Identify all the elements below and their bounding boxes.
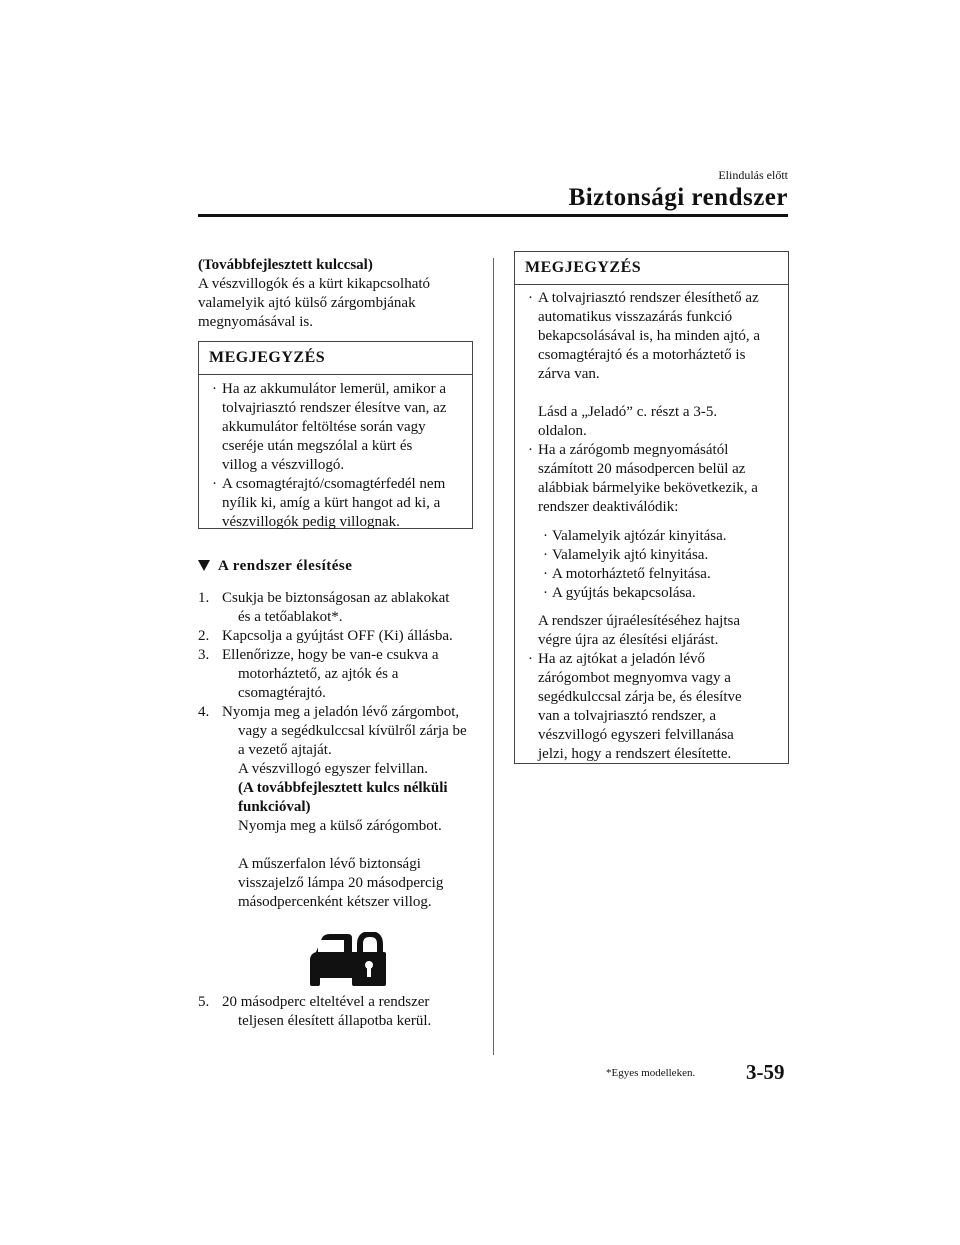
note-line: A rendszer újraélesítéséhez hajtsa (538, 613, 740, 629)
step-line: Csukja be biztonságosan az ablakokat (222, 590, 450, 606)
subsection-title: A rendszer élesítése (218, 558, 353, 574)
bullet-dot: · (528, 651, 533, 667)
note-line: A tolvajriasztó rendszer élesíthető az (538, 290, 759, 306)
step-line: másodpercenként kétszer villog. (238, 894, 432, 910)
note-line: villog a vészvillogó. (222, 457, 345, 473)
running-header-title: Biztonsági rendszer (568, 184, 788, 211)
bullet-dot: · (212, 381, 217, 397)
footnote: *Egyes modelleken. (606, 1067, 696, 1079)
note-title: MEGJEGYZÉS (199, 342, 472, 375)
step-line: 20 másodperc elteltével a rendszer (222, 994, 430, 1010)
step-line: visszajelző lámpa 20 másodpercig (238, 875, 444, 891)
triangle-marker-icon (198, 560, 210, 571)
intro-line: A vészvillogók és a kürt kikapcsolható (198, 276, 431, 292)
note-line: Ha az akkumulátor lemerül, amikor a (222, 381, 447, 397)
step-number: 2. (198, 628, 210, 644)
bullet-dot: · (543, 528, 548, 544)
sub-item: A motorháztető felnyitása. (552, 566, 711, 582)
step-line: Kapcsolja a gyújtást OFF (Ki) állásba. (222, 628, 453, 644)
step-line: és a tetőablakot*. (238, 609, 343, 625)
page-number: 3-59 (746, 1060, 785, 1084)
header-rule (198, 214, 788, 217)
step-number: 1. (198, 590, 210, 606)
note-line: jelzi, hogy a rendszert élesítette. (538, 746, 732, 762)
note-line: nyílik ki, amíg a kürt hangot ad ki, a (222, 495, 441, 511)
note-line: zárva van. (538, 366, 600, 382)
bullet-dot: · (543, 566, 548, 582)
step-line: A műszerfalon lévő biztonsági (238, 856, 421, 872)
note-line: van a tolvajriasztó rendszer, a (538, 708, 717, 724)
step-line: a vezető ajtaját. (238, 742, 332, 758)
step-line: teljesen élesített állapotba kerül. (238, 1013, 432, 1029)
step-bold-line: (A továbbfejlesztett kulcs nélküli (238, 780, 448, 796)
step-bold-line: funkcióval) (238, 799, 311, 815)
sub-item: A gyújtás bekapcsolása. (552, 585, 696, 601)
subsection-heading (198, 558, 352, 575)
step-number: 3. (198, 647, 210, 663)
step-number: 5. (198, 994, 210, 1010)
note-line: akkumulátor feltöltése során vagy (222, 419, 426, 435)
note-line: oldalon. (538, 423, 587, 439)
bullet-dot: · (528, 290, 533, 306)
note-title: MEGJEGYZÉS (515, 252, 788, 285)
note-line: rendszer deaktiválódik: (538, 499, 679, 515)
step-line: Nyomja meg a jeladón lévő zárgombot, (222, 704, 460, 720)
note-line: végre újra az élesítési eljárást. (538, 632, 719, 648)
step-number: 4. (198, 704, 210, 720)
column-divider (493, 258, 494, 1055)
note-line: alábbiak bármelyike bekövetkezik, a (538, 480, 758, 496)
note-line: zárógombot megnyomva vagy a (538, 670, 731, 686)
note-line: A csomagtérajtó/csomagtérfedél nem (222, 476, 446, 492)
bullet-dot: · (543, 585, 548, 601)
note-line: bekapcsolásával is, ha minden ajtó, a (538, 328, 761, 344)
note-line: Ha a zárógomb megnyomásától (538, 442, 729, 458)
bullet-dot: · (543, 547, 548, 563)
step-line: csomagtérajtó. (238, 685, 326, 701)
running-header-section: Elindulás előtt (718, 168, 788, 182)
note-line: Lásd a „Jeladó” c. részt a 3-5. (538, 404, 718, 420)
sub-item: Valamelyik ajtózár kinyitása. (552, 528, 727, 544)
step-line: vagy a segédkulccsal kívülről zárja be (238, 723, 467, 739)
step-line: Ellenőrizze, hogy be van-e csukva a (222, 647, 439, 663)
step-line: motorháztető, az ajtók és a (238, 666, 399, 682)
intro-heading: (Továbbfejlesztett kulccsal) (198, 257, 373, 273)
intro-line: megnyomásával is. (198, 314, 313, 330)
security-indicator-lock-icon (308, 932, 386, 988)
step-line: A vészvillogó egyszer felvillan. (238, 761, 428, 777)
note-line: automatikus visszazárás funkció (538, 309, 733, 325)
note-line: vészvillogók pedig villognak. (222, 514, 400, 530)
note-line: vészvillogó egyszeri felvillanása (538, 727, 734, 743)
step-line: Nyomja meg a külső zárógombot. (238, 818, 442, 834)
note-line: számított 20 másodpercen belül az (538, 461, 746, 477)
note-line: tolvajriasztó rendszer élesítve van, az (222, 400, 447, 416)
note-line: segédkulccsal zárja be, és élesítve (538, 689, 742, 705)
bullet-dot: · (212, 476, 217, 492)
note-line: cseréje után megszólal a kürt és (222, 438, 413, 454)
note-line: csomagtérajtó és a motorháztető is (538, 347, 746, 363)
intro-line: valamelyik ajtó külső zárgombjának (198, 295, 416, 311)
sub-item: Valamelyik ajtó kinyitása. (552, 547, 709, 563)
note-line: Ha az ajtókat a jeladón lévő (538, 651, 706, 667)
bullet-dot: · (528, 442, 533, 458)
